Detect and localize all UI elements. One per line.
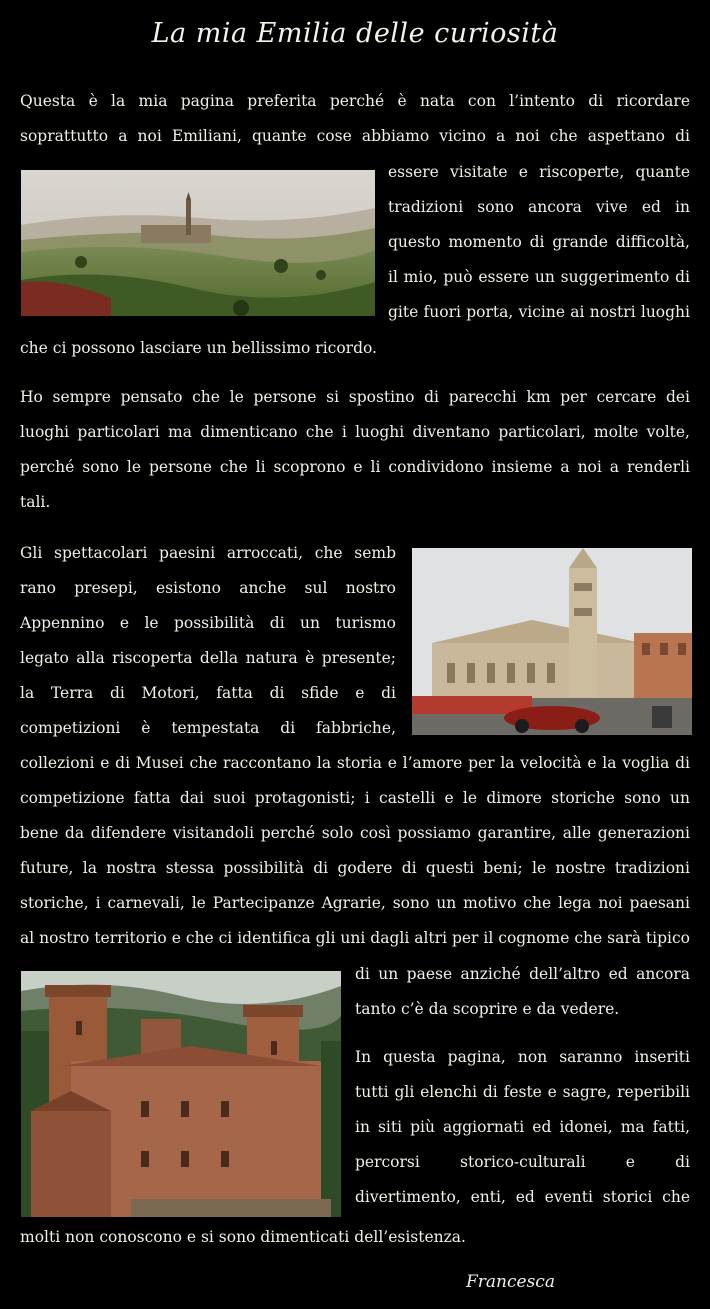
text-line: la Terra di Motori, fatta di sfide e di	[20, 684, 396, 702]
text-line: Gli spettacolari paesini arroccati, che semb	[20, 544, 396, 562]
text-line: luoghi particolari ma dimenticano che i luoghi diventano particolari, molte volte,	[20, 423, 690, 441]
text-line: divertimento, enti, ed eventi storici che	[355, 1188, 690, 1206]
paragraph-intro-end	[20, 331, 690, 366]
text-line: rano presepi, esistono anche sul nostro	[20, 579, 396, 597]
text-line: tradizioni sono ancora vive ed in	[388, 198, 690, 216]
text-line: future, la nostra stessa possibilità di godere di questi beni; le nostre tradizioni	[20, 859, 690, 877]
paragraph-purpose-side	[355, 1040, 690, 1215]
paragraph-territory-side	[20, 536, 396, 746]
text-line: il mio, può essere un suggerimento di	[388, 268, 690, 286]
text-line: percorsi storico-culturali e di	[355, 1153, 690, 1171]
text-line: Ho sempre pensato che le persone si spostino di parecchi km per cercare dei	[20, 388, 690, 406]
paragraph-places	[20, 380, 690, 520]
paragraph-purpose-end	[20, 1220, 690, 1255]
text-line: tanto c’è da scoprire e da vedere.	[355, 1000, 620, 1018]
paragraph-intro	[20, 84, 690, 154]
page-title: La mia Emilia delle curiosità	[151, 18, 559, 49]
text-line: competizione fatta dai suoi protagonisti; i castelli e le dimore storiche sono un	[20, 789, 690, 807]
paragraph-intro-side	[388, 155, 690, 330]
text-line: perché sono le persone che li scoprono e li condividono insieme a noi a renderli	[20, 458, 690, 476]
text-line: che ci possono lasciare un bellissimo ricordo.	[20, 339, 377, 357]
text-line: storiche, i carnevali, le Partecipanze Agrarie, sono un motivo che lega noi paesani	[20, 894, 690, 912]
text-line: di un paese anziché dell’altro ed ancora	[355, 965, 690, 983]
text-line: tutti gli elenchi di feste e sagre, reperibili	[355, 1083, 690, 1101]
text-line: soprattutto a noi Emiliani, quante cose abbiamo vicino a noi che aspettano di	[20, 127, 690, 145]
text-line: legato alla riscoperta della natura è presente;	[20, 649, 396, 667]
text-line: collezioni e di Musei che raccontano la storia e l’amore per la velocità e la voglia di	[20, 754, 690, 772]
castle-photo	[21, 971, 341, 1217]
text-line: tali.	[20, 493, 51, 511]
cathedral-car-photo	[412, 548, 692, 735]
text-line: bene da difendere visitandoli perché solo così possiamo garantire, alle generazioni	[20, 824, 690, 842]
text-line: essere visitate e riscoperte, quante	[388, 163, 690, 181]
paragraph-territory	[20, 746, 690, 956]
text-line: Questa è la mia pagina preferita perché è nata con l’intento di ricordare	[20, 92, 690, 110]
text-line: in siti più aggiornati ed idonei, ma fatti,	[355, 1118, 690, 1136]
text-line: In questa pagina, non saranno inseriti	[355, 1048, 690, 1066]
landscape-photo	[21, 170, 375, 316]
text-line: molti non conoscono e si sono dimenticati dell’esistenza.	[20, 1228, 466, 1246]
text-line: competizioni è tempestata di fabbriche,	[20, 719, 396, 737]
text-line: gite fuori porta, vicine ai nostri luoghi	[388, 303, 690, 321]
paragraph-territory-tail	[355, 957, 690, 1027]
text-line: questo momento di grande difficoltà,	[388, 233, 690, 251]
signature: Francesca	[466, 1272, 555, 1292]
text-line: Appennino e le possibilità di un turismo	[20, 614, 396, 632]
text-line: al nostro territorio e che ci identifica gli uni dagli altri per il cognome che sarà tipico	[20, 929, 690, 947]
